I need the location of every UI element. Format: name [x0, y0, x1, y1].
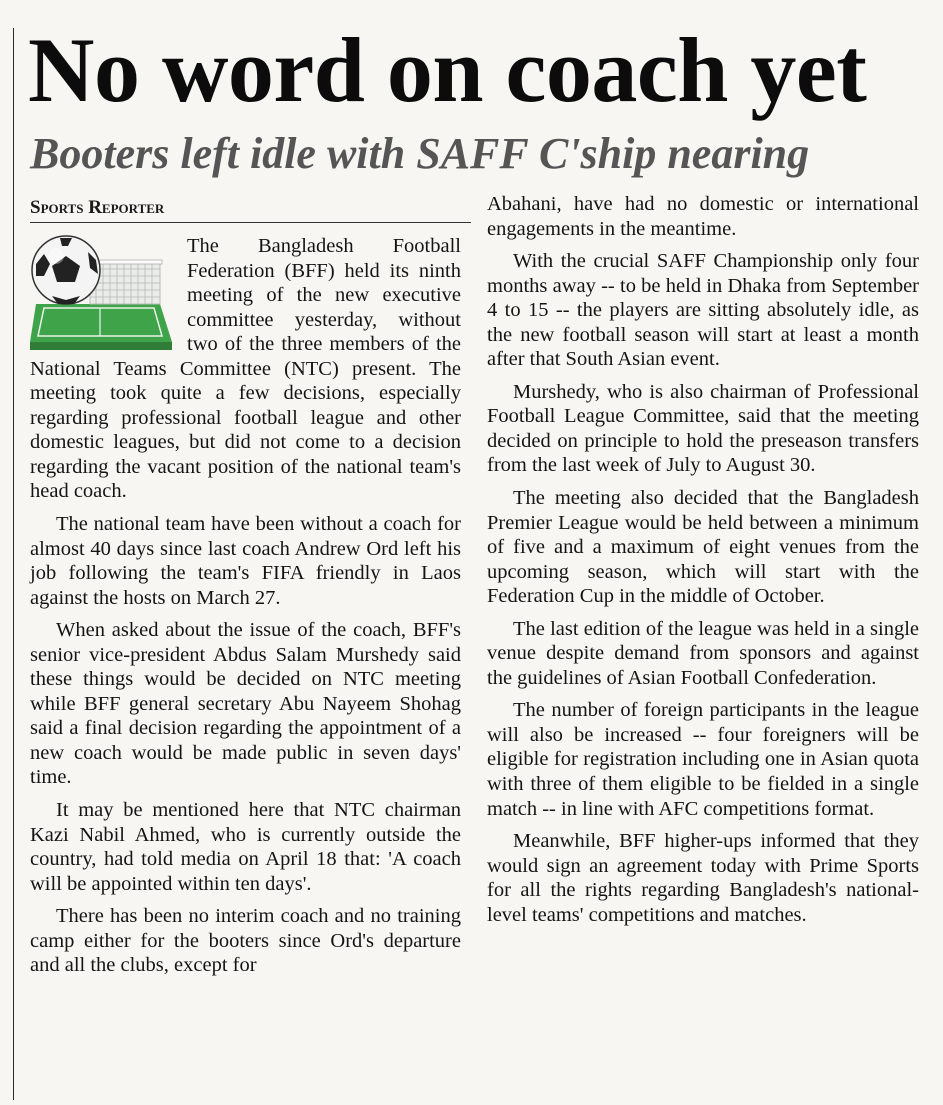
paragraph: The last edition of the league was held in a single venue despite demand from sponsors and against the guidelines of Asian Football Confederation.	[487, 617, 919, 689]
paragraph: When asked about the issue of the coach, BFF's senior vice-president Abdus Salam Murshedy said these things would be decided on NTC meeting while BFF general secretary Abu Nayeem Shohag said a final decision regarding the appointment of a new coach would be made public in seven days' time.	[30, 619, 461, 789]
paragraph: The Bangladesh Football Federation (BFF) held its ninth meeting of the new executive committee yesterday, without two of the three members of the National Teams Committee (NTC) present. The meeting took quite a few decisions, especially regarding professional football league and other domestic leagues, but did not come to a decision regarding the vacant position of the national team's head coach.	[30, 235, 461, 503]
subheadline: Booters left idle with SAFF C'ship nearing	[30, 129, 810, 178]
article-column-left	[30, 234, 461, 978]
byline: Sports Reporter	[30, 197, 471, 223]
paragraph: The number of foreign participants in the league will also be increased -- four foreigners will be eligible for registration including one in Asian quota with three of them eligible to be fielded in a single match -- in line with AFC competitions format.	[487, 699, 919, 820]
article-column-right	[487, 192, 919, 927]
paragraph: Murshedy, who is also chairman of Professional Football League Committee, said that the meeting decided on principle to hold the preseason transfers from the last week of July to August 30.	[487, 380, 919, 477]
paragraph: Meanwhile, BFF higher-ups informed that they would sign an agreement today with Prime Sports for all the rights regarding Bangladesh's national-level teams' competitions and matches.	[487, 830, 919, 926]
paragraph: With the crucial SAFF Championship only four months away -- to be held in Dhaka from September 4 to 15 -- the players are sitting absolutely idle, as the new football season will start at least a month after that South Asian event.	[487, 250, 919, 371]
paragraph: The meeting also decided that the Bangladesh Premier League would be held between a minimum of five and a maximum of eight venues from the upcoming season, which will start with the Federation Cup in the middle of October.	[487, 487, 919, 608]
football-and-goal-icon	[30, 234, 175, 352]
paragraph: It may be mentioned here that NTC chairman Kazi Nabil Ahmed, who is currently outside the country, had told media on April 18 that: 'A coach will be appointed within ten days'.	[30, 799, 461, 895]
paragraph: Abahani, have had no domestic or international engagements in the meantime.	[487, 193, 919, 240]
headline: No word on coach yet	[28, 19, 867, 121]
paragraph: There has been no interim coach and no training camp either for the booters since Ord's departure and all the clubs, except for	[30, 905, 461, 977]
paragraph: The national team have been without a coach for almost 40 days since last coach Andrew Ord left his job following the team's FIFA friendly in Laos against the hosts on March 27.	[30, 513, 461, 609]
column-rule	[13, 28, 14, 1100]
